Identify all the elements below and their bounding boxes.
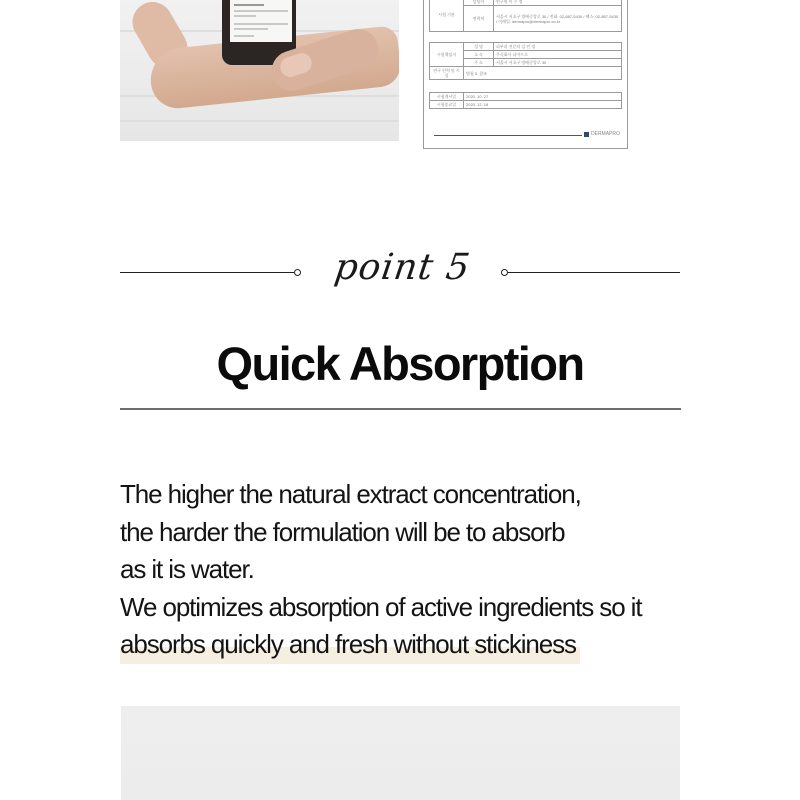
bottom-product-image [121, 706, 680, 800]
report-label: 시험 기관 [430, 0, 464, 32]
logo-text: DERMAPRO [591, 131, 620, 137]
report-table-institution [429, 0, 622, 32]
report-sublabel: 소 속 [464, 51, 494, 59]
logo-mark-icon [584, 132, 589, 137]
report-label: 연구 인력 및 시설 [430, 67, 464, 80]
description-line: We optimizes absorption of active ingredients so it [120, 591, 642, 622]
decorative-dot-right-icon [501, 269, 508, 276]
report-value: 피부과 전문의 김 민 정 [494, 43, 622, 51]
section-title: Quick Absorption [216, 337, 584, 390]
report-sublabel: 담당자 [464, 0, 494, 6]
point-heading [120, 247, 680, 305]
report-table-investigator [429, 42, 622, 80]
bottle-label [230, 0, 292, 42]
report-table-dates [429, 92, 622, 109]
description-line: The higher the natural extract concentration, [120, 479, 581, 509]
report-value: 서울시 서초구 방배중앙로 30 / 전화: 02-887-5430 / 팩스: 02-887-5430 / 이메일: dermapro@dermapro.co.kr [494, 6, 622, 32]
document-footer-line [434, 135, 582, 136]
description-line: the harder the formulation will be to absorb [120, 516, 565, 547]
test-report-document [423, 0, 628, 149]
test-end-date: 2020. 12. 18 [464, 101, 622, 109]
title-divider [120, 408, 681, 410]
decorative-dot-left-icon [294, 269, 301, 276]
report-sublabel: 주 소 [464, 59, 494, 67]
description-line-highlighted [120, 626, 720, 664]
report-value: 주식회사 더마프로 [494, 51, 622, 59]
report-value: 별첨 3. 참조 [464, 67, 622, 80]
point-number-label: point 5 [331, 247, 473, 288]
report-sublabel: 연락처 [464, 6, 494, 32]
report-value: 연구원 이 수 정 [494, 0, 622, 6]
report-label: 시험책임자 [430, 43, 464, 67]
product-photo [120, 0, 399, 141]
decorative-line-left [120, 272, 294, 273]
report-value: 서울시 서초구 방배중앙로 30 [494, 59, 622, 67]
report-sublabel: 성 명 [464, 43, 494, 51]
towel-texture [120, 120, 399, 122]
test-start-date: 2020. 10. 27 [464, 93, 622, 101]
dermapro-logo [584, 131, 620, 137]
highlighted-text: absorbs quickly and fresh without stickiness [120, 626, 580, 664]
description-text [120, 476, 720, 664]
report-label: 시험종료일 [430, 101, 464, 109]
decorative-line-right [508, 272, 680, 273]
description-line: as it is water. [120, 554, 254, 584]
report-label: 시험개시일 [430, 93, 464, 101]
